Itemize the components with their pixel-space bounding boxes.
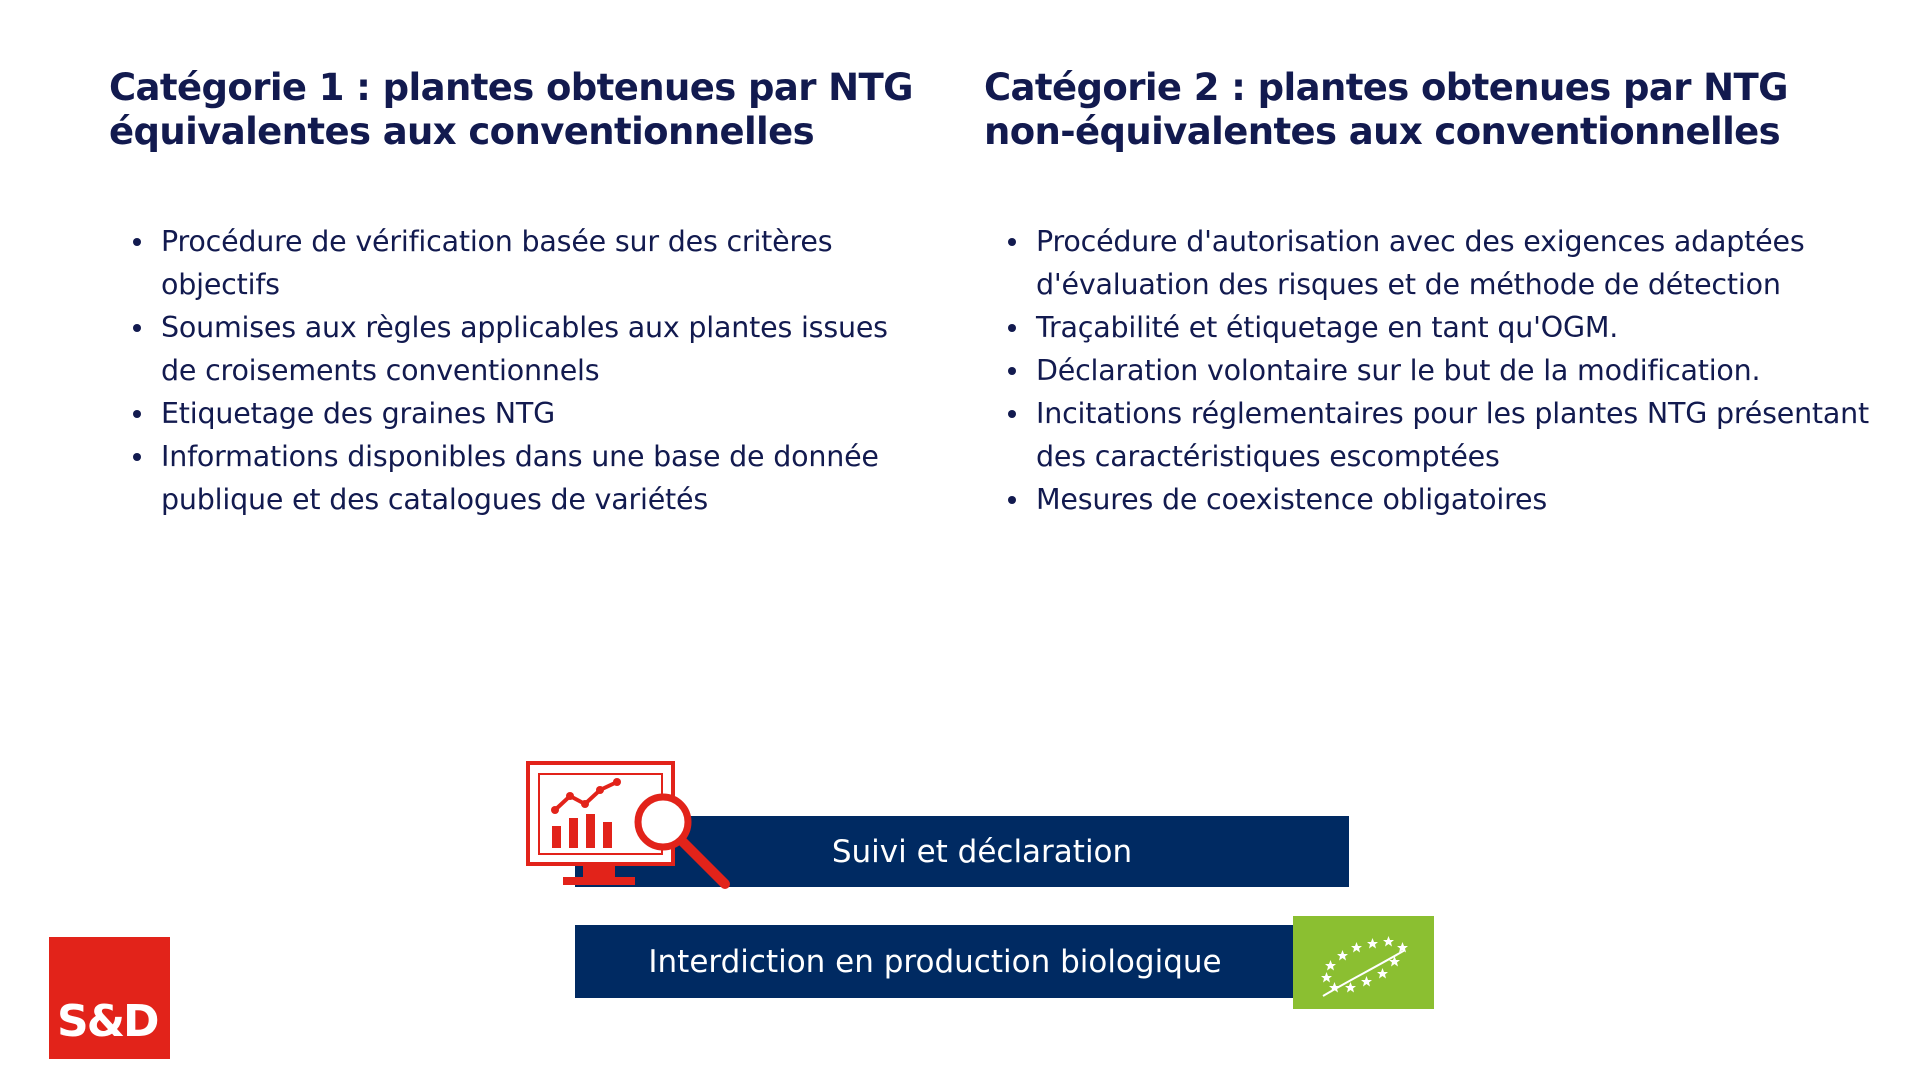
list-item: Procédure de vérification basée sur des critères objectifs (133, 220, 929, 306)
category-1-column (109, 66, 929, 521)
sd-logo-text: S&D (57, 996, 158, 1047)
category-1-list (133, 220, 929, 521)
category-2-column (984, 66, 1884, 521)
list-item: Informations disponibles dans une base de donnée publique et des catalogues de variétés (133, 435, 929, 521)
list-item: Traçabilité et étiquetage en tant qu'OGM. (1008, 306, 1884, 349)
monitor-chart-magnifier-icon (525, 760, 735, 892)
suivi-banner-label: Suivi et déclaration (831, 833, 1133, 870)
category-1-title: Catégorie 1 : plantes obtenues par NTG équivalentes aux conventionnelles (109, 66, 913, 153)
bio-banner-label: Interdiction en production biologique (648, 943, 1222, 980)
eu-organic-leaf-icon (1293, 916, 1434, 1009)
category-2-title: Catégorie 2 : plantes obtenues par NTG non-équivalentes aux conventionnelles (984, 66, 1788, 153)
list-item: Incitations réglementaires pour les plantes NTG présentant des caractéristiques escomptées (1008, 392, 1884, 478)
category-2-list (1008, 220, 1884, 521)
list-item: Procédure d'autorisation avec des exigences adaptées d'évaluation des risques et de méthode de détection (1008, 220, 1884, 306)
list-item: Mesures de coexistence obligatoires (1008, 478, 1884, 521)
sd-logo (49, 937, 170, 1059)
list-item: Déclaration volontaire sur le but de la modification. (1008, 349, 1884, 392)
list-item: Etiquetage des graines NTG (133, 392, 929, 435)
bio-banner (575, 925, 1295, 998)
list-item: Soumises aux règles applicables aux plantes issues de croisements conventionnels (133, 306, 929, 392)
